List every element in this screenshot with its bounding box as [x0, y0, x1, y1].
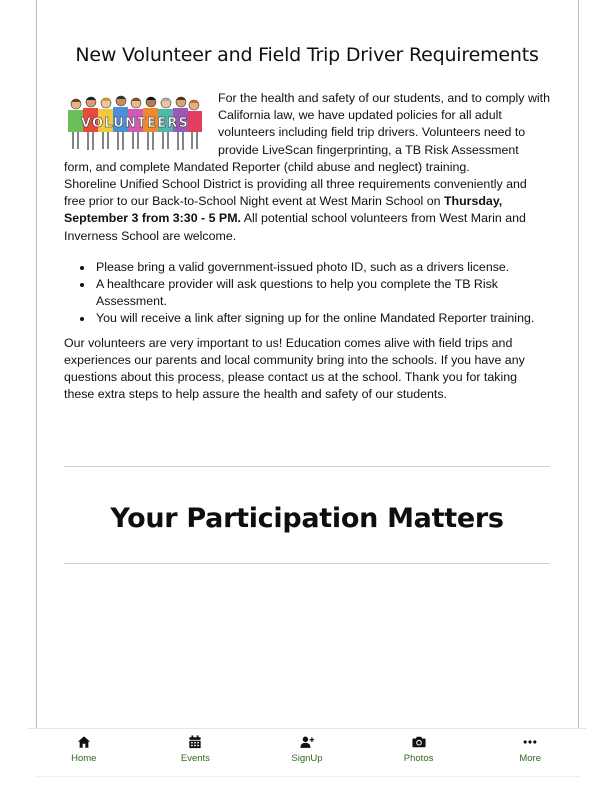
list-item: • You will receive a link after signing up for the online Mandated Reporter training. — [94, 310, 550, 327]
nav-label-home: Home — [71, 753, 97, 764]
right-border — [578, 0, 579, 728]
svg-text:VOLUNTEERS: VOLUNTEERS — [80, 116, 190, 131]
requirements-list — [64, 259, 550, 327]
event-text-start: Shoreline Unified School District is providing all three requirements conveniently and free prior to our Back-to-School Night event at West Marin School on — [64, 177, 527, 209]
bottom-dotted-line — [36, 776, 579, 778]
add-user-icon — [300, 735, 314, 749]
home-icon — [77, 735, 91, 749]
nav-item-events[interactable] — [140, 729, 252, 773]
camera-icon — [412, 735, 426, 749]
nav-item-home[interactable] — [28, 729, 140, 773]
more-dots-icon — [523, 735, 537, 749]
nav-item-photos[interactable] — [363, 729, 475, 773]
intro-section — [64, 90, 550, 245]
event-text-end: All potential school volunteers from West Marin and Inverness School are welcome. — [64, 211, 526, 243]
volunteer-people-illustration — [68, 96, 202, 150]
event-date-time: Thursday, September 3 from 3:30 - 5 PM. — [64, 194, 503, 226]
left-border — [36, 0, 37, 728]
nav-item-signup[interactable] — [251, 729, 363, 773]
nav-label-more: More — [519, 753, 541, 764]
main-content — [64, 44, 550, 416]
bottom-navigation — [28, 728, 586, 773]
list-item: • A healthcare provider will ask questions to help you complete the TB Risk Assessment. — [94, 276, 550, 310]
list-item: • Please bring a valid government-issued photo ID, such as a drivers license. — [94, 259, 550, 276]
participation-heading: Your Participation Matters — [110, 503, 504, 534]
closing-paragraph: Our volunteers are very important to us! Education comes alive with field trips and experiences our parents and local community bring into the schools. If you have any questions about this process, please contact us at the school. Thank you for taking these extra steps to help assure the health and safety of our students. — [64, 335, 525, 402]
intro-paragraph: For the health and safety of our students, and to comply with California law, we have updated policies for all adult volunteers including field trip drivers. Volunteers need to provide LiveScan fingerprinting, a TB Risk Assessment form, and complete Mandated Reporter (child abuse and neglect) training. — [64, 91, 550, 174]
event-paragraph — [64, 176, 550, 245]
nav-label-events: Events — [180, 753, 210, 764]
calendar-icon — [188, 735, 202, 749]
page-title: New Volunteer and Field Trip Driver Requirements — [75, 44, 539, 66]
section-divider-top — [64, 466, 550, 467]
section-divider-bottom — [64, 563, 550, 564]
nav-label-photos: Photos — [403, 753, 434, 764]
nav-label-signup: SignUp — [291, 753, 323, 764]
nav-item-more[interactable] — [474, 729, 586, 773]
volunteers-image — [66, 94, 204, 154]
